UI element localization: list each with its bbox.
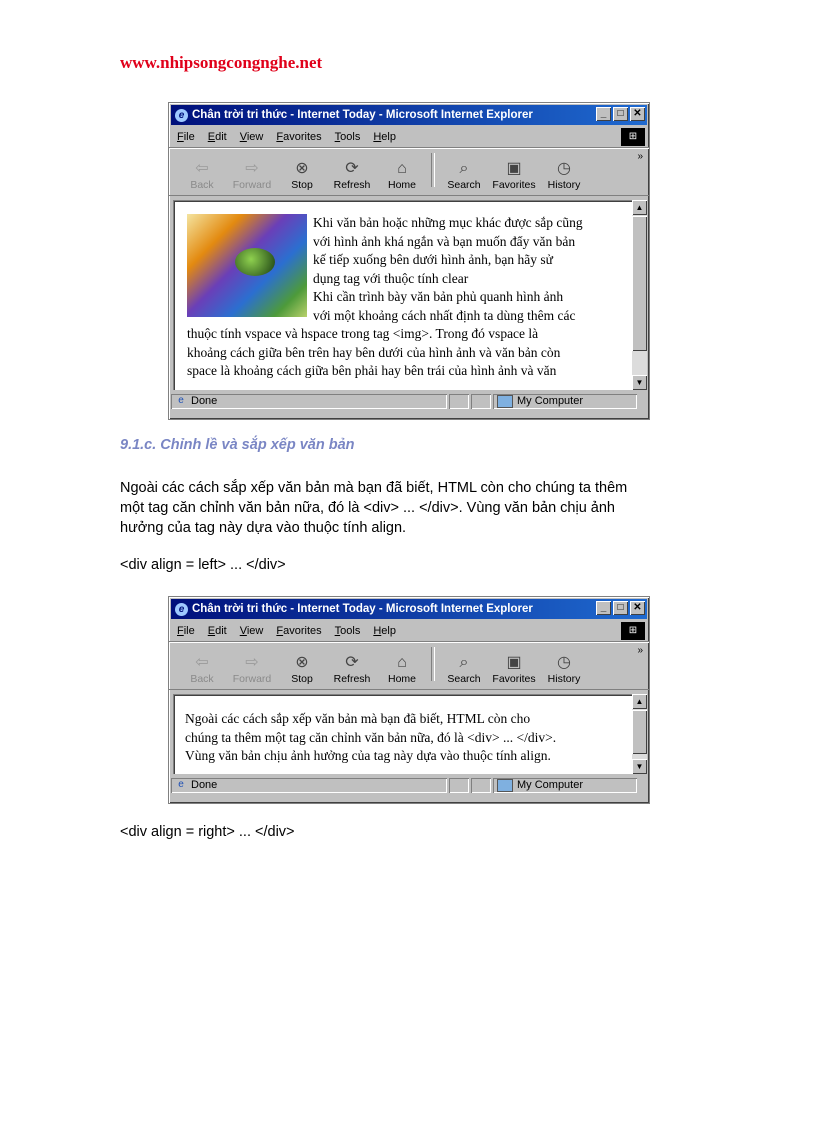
maximize-button[interactable]: □ xyxy=(613,601,628,615)
menu-favorites[interactable]: Favorites xyxy=(276,625,322,637)
forward-arrow-icon: ⇨ xyxy=(245,654,259,671)
menu-favorites[interactable]: Favorites xyxy=(276,131,322,143)
favorites-icon: ▣ xyxy=(506,160,522,177)
status-cell xyxy=(171,778,447,793)
toolbar xyxy=(169,148,649,196)
favorites-button[interactable]: ▣ Favorites xyxy=(492,160,536,191)
content-line: Ngoài các cách sắp xếp văn bản mà bạn đã biết, HTML còn cho xyxy=(185,711,531,726)
history-icon: ◷ xyxy=(557,654,571,671)
code-example-right: <div align = right> ... </div> xyxy=(120,824,295,840)
status-text: Done xyxy=(191,779,218,791)
refresh-button[interactable]: ⟳ Refresh xyxy=(333,654,371,685)
browser-window-2 xyxy=(168,596,650,804)
windows-logo-icon: ⊞ xyxy=(621,622,645,640)
vertical-scrollbar[interactable] xyxy=(632,200,647,390)
status-pane xyxy=(449,778,469,793)
forward-arrow-icon: ⇨ xyxy=(245,160,259,177)
scroll-thumb[interactable] xyxy=(632,710,647,754)
toolbar-overflow-icon[interactable]: » xyxy=(637,645,643,656)
content-line: space là khoảng cách giữa bên phải hay bên trái của hình ảnh và văn xyxy=(187,363,557,378)
content-line: kế tiếp xuống bên dưới hình ảnh, bạn hãy sử xyxy=(313,252,553,267)
zone-text: My Computer xyxy=(517,395,584,407)
scroll-up-arrow[interactable]: ▲ xyxy=(632,694,647,709)
favorites-button[interactable]: ▣ Favorites xyxy=(492,654,536,685)
history-button[interactable]: ◷ History xyxy=(547,654,581,685)
window-title: Chân trời tri thức - Internet Today - Microsoft Internet Explorer xyxy=(192,603,533,615)
code-example-left: <div align = left> ... </div> xyxy=(120,557,286,573)
page-content xyxy=(173,200,647,390)
content-line: dụng tag với thuộc tính clear xyxy=(313,270,469,286)
menu-view[interactable]: View xyxy=(239,131,264,143)
menu-file[interactable]: File xyxy=(177,131,195,143)
scroll-down-arrow[interactable]: ▼ xyxy=(632,759,647,774)
stop-button[interactable]: ⊗ Stop xyxy=(291,654,313,685)
refresh-icon: ⟳ xyxy=(345,654,359,671)
content-line: với một khoảng cách nhất định ta dùng thêm các xyxy=(313,307,576,323)
zone-cell xyxy=(493,778,637,793)
computer-icon xyxy=(497,395,513,408)
page-icon: e xyxy=(178,779,184,790)
content-line: thuộc tính vspace và hspace trong tag <img>. Trong đó vspace là xyxy=(187,326,539,341)
browser-window-1 xyxy=(168,102,650,420)
menu-help[interactable]: Help xyxy=(373,625,396,637)
paragraph-line: một tag căn chỉnh văn bản nữa, đó là <div> ... </div>. Vùng văn bản chịu ảnh xyxy=(120,500,615,516)
refresh-icon: ⟳ xyxy=(345,160,359,177)
menu-file[interactable]: File xyxy=(177,625,195,637)
menu-bar xyxy=(169,621,649,642)
search-icon: ⌕ xyxy=(459,654,469,671)
history-button[interactable]: ◷ History xyxy=(547,160,581,191)
back-arrow-icon: ⇦ xyxy=(195,160,209,177)
home-button[interactable]: ⌂ Home xyxy=(387,654,416,685)
content-line: Vùng văn bản chịu ảnh hưởng của tag này dựa vào thuộc tính align. xyxy=(185,748,551,763)
search-button[interactable]: ⌕ Search xyxy=(447,160,481,191)
site-link[interactable]: www.nhipsongcongnghe.net xyxy=(120,53,323,72)
title-bar xyxy=(171,599,647,619)
content-text xyxy=(173,200,647,381)
history-icon: ◷ xyxy=(557,160,571,177)
scroll-up-arrow[interactable]: ▲ xyxy=(632,200,647,215)
back-arrow-icon: ⇦ xyxy=(195,654,209,671)
menu-tools[interactable]: Tools xyxy=(334,131,361,143)
section-heading: 9.1.c. Chỉnh lề và sắp xếp văn bản xyxy=(120,437,355,453)
content-line: Khi văn bản hoặc những mục khác được sắp cũng xyxy=(313,215,583,230)
stop-icon: ⊗ xyxy=(295,654,309,671)
content-line: Khi cần trình bày văn bản phủ quanh hình ảnh xyxy=(313,289,564,304)
computer-icon xyxy=(497,779,513,792)
home-button[interactable]: ⌂ Home xyxy=(387,160,416,191)
minimize-button[interactable]: _ xyxy=(596,107,611,121)
close-button[interactable]: ✕ xyxy=(630,107,645,121)
search-icon: ⌕ xyxy=(459,160,469,177)
status-pane xyxy=(471,778,491,793)
stop-button[interactable]: ⊗ Stop xyxy=(291,160,313,191)
scroll-down-arrow[interactable]: ▼ xyxy=(632,375,647,390)
home-icon: ⌂ xyxy=(397,160,407,177)
content-line: khoảng cách giữa bên trên hay bên dưới của hình ảnh và văn bản còn xyxy=(187,344,561,360)
status-text: Done xyxy=(191,395,218,407)
zone-cell xyxy=(493,394,637,409)
paragraph-line: Ngoài các cách sắp xếp văn bản mà bạn đã biết, HTML còn cho chúng ta thêm xyxy=(120,480,628,496)
menu-edit[interactable]: Edit xyxy=(207,131,227,143)
forward-button[interactable]: ⇨ Forward xyxy=(232,654,272,685)
menu-bar xyxy=(169,127,649,148)
favorites-icon: ▣ xyxy=(506,654,522,671)
ie-logo-icon: e xyxy=(175,603,188,616)
toolbar-divider xyxy=(431,647,435,681)
title-bar xyxy=(171,105,647,125)
maximize-button[interactable]: □ xyxy=(613,107,628,121)
status-pane xyxy=(471,394,491,409)
home-icon: ⌂ xyxy=(397,654,407,671)
back-button[interactable]: ⇦ Back xyxy=(190,654,214,685)
status-bar xyxy=(171,392,647,410)
refresh-button[interactable]: ⟳ Refresh xyxy=(333,160,371,191)
toolbar-overflow-icon[interactable]: » xyxy=(637,151,643,162)
windows-logo-icon: ⊞ xyxy=(621,128,645,146)
content-line: chúng ta thêm một tag căn chỉnh văn bản nữa, đó là <div> ... </div>. xyxy=(185,729,557,745)
back-button[interactable]: ⇦ Back xyxy=(190,160,214,191)
page-icon: e xyxy=(178,395,184,406)
zone-text: My Computer xyxy=(517,779,584,791)
content-line: với hình ảnh khá ngắn và bạn muốn đẩy văn bản xyxy=(313,233,576,249)
page-content xyxy=(173,694,647,774)
status-cell xyxy=(171,394,447,409)
status-bar xyxy=(171,776,647,794)
ie-logo-icon: e xyxy=(175,109,188,122)
body-paragraph xyxy=(120,478,700,538)
menu-tools[interactable]: Tools xyxy=(334,625,361,637)
search-button[interactable]: ⌕ Search xyxy=(447,654,481,685)
toolbar xyxy=(169,642,649,690)
menu-edit[interactable]: Edit xyxy=(207,625,227,637)
menu-help[interactable]: Help xyxy=(373,131,396,143)
beetle-shape xyxy=(235,248,275,276)
status-pane xyxy=(449,394,469,409)
close-button[interactable]: ✕ xyxy=(630,601,645,615)
stop-icon: ⊗ xyxy=(295,160,309,177)
insect-image xyxy=(187,214,307,317)
menu-view[interactable]: View xyxy=(239,625,264,637)
toolbar-divider xyxy=(431,153,435,187)
minimize-button[interactable]: _ xyxy=(596,601,611,615)
content-text xyxy=(173,694,647,766)
scroll-thumb[interactable] xyxy=(632,216,647,351)
forward-button[interactable]: ⇨ Forward xyxy=(232,160,272,191)
vertical-scrollbar[interactable] xyxy=(632,694,647,774)
paragraph-line: hưởng của tag này dựa vào thuộc tính align. xyxy=(120,520,407,536)
window-title: Chân trời tri thức - Internet Today - Microsoft Internet Explorer xyxy=(192,109,533,121)
